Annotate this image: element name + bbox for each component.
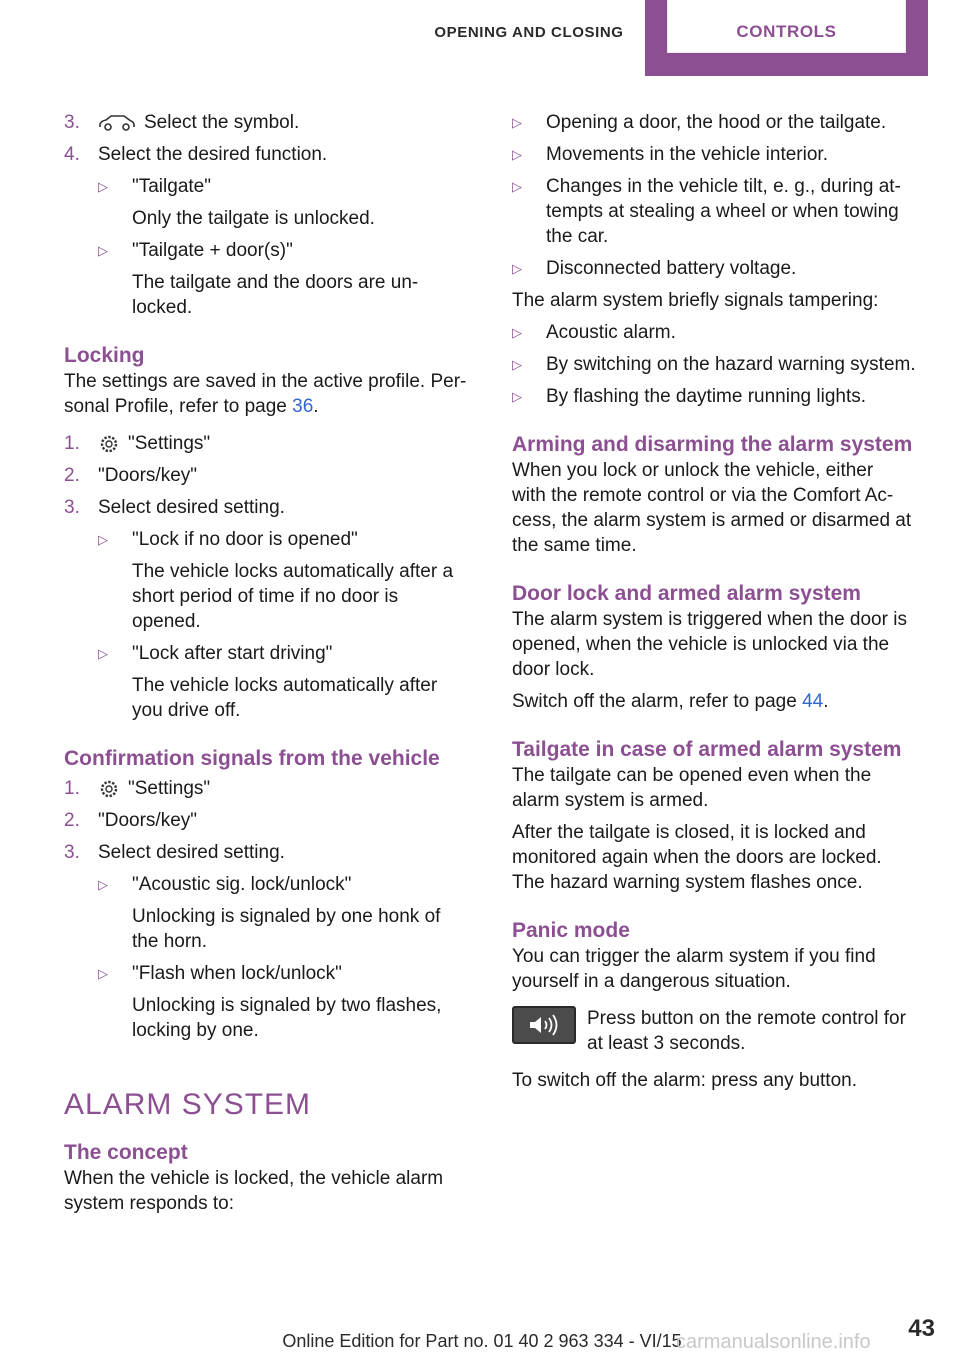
option-item: ▷ "Flash when lock/unlock" Unlocking is signaled by two flashes, locking by one. xyxy=(98,963,442,1041)
paragraph: The settings are saved in the active profile. Per- xyxy=(64,371,467,392)
panic-button-icon xyxy=(512,1006,576,1044)
car-icon xyxy=(98,114,136,132)
option-item: ▷ "Lock if no door is opened" The vehicle locks automatically after a short period of time if no door is opened. xyxy=(98,529,454,632)
confirmation-heading: Confirmation signals from the vehicle xyxy=(64,747,440,770)
list-item: ▷ Disconnected battery voltage. xyxy=(512,258,797,279)
triangle-right-icon: ▷ xyxy=(98,243,108,258)
list-item: 1. "Settings" xyxy=(64,778,211,799)
paragraph: Switch off the alarm, refer to page 44. xyxy=(512,691,829,712)
option-item: ▷ "Lock after start driving" The vehicle locks automatically after you drive off. xyxy=(98,643,438,721)
page-link[interactable]: 36 xyxy=(292,396,314,417)
paragraph: sonal Profile, refer to page 36. xyxy=(64,396,319,417)
right-column: ▷ Opening a door, the hood or the tailgate. ▷ Movements in the vehicle interior. ▷ Changes in the vehicle tilt, e. g., during at- tempts at stealing a wheel or when towing the car. ▷ Disconnected battery voltage. The alarm system briefly signals tampering: ▷ Acoustic alarm. ▷ By switching on the hazard warning system. ▷ By flashing the daytime running lights. Arming and disarming the alarm system When you lock or unlock the vehicle, either with the remote control or via the Comfort Ac- cess, the alarm system is armed or disarmed at the same time. Door lock and armed alarm system The alarm system is triggered when the door is opened, when the vehicle is unlocked via the door lock. Switch off the alarm, refer to page 44. Tailgate in case of armed alarm system The tailgate can be opened even when the alarm system is armed. After the tailgate is closed, it is locked and monitored again when the doors are locked. The hazard warning system flashes once. Panic mode You can trigger the alarm system if you find yourself in a dangerous situation. Press button on the remote control for at least 3 seconds. To switch off the alarm: press any button. xyxy=(512,110,932,1093)
triangle-right-icon: ▷ xyxy=(98,966,108,981)
option-desc: The tailgate and the doors are un- xyxy=(132,272,419,293)
list-item: ▷ Movements in the vehicle interior. xyxy=(512,144,828,165)
triangle-right-icon: ▷ xyxy=(98,179,108,194)
panic-heading: Panic mode xyxy=(512,919,630,942)
footer-edition: Online Edition for Part no. 01 40 2 963 334 - VI/15 xyxy=(282,1331,682,1351)
triangle-right-icon: ▷ xyxy=(512,115,522,130)
list-item: ▷ Changes in the vehicle tilt, e. g., during at- tempts at stealing a wheel or when towing the car. xyxy=(512,176,901,247)
list-item: ▷ By switching on the hazard warning system. xyxy=(512,354,916,375)
list-item: 3. Select desired setting. xyxy=(64,842,285,863)
triangle-right-icon: ▷ xyxy=(512,147,522,162)
list-item: 2. "Doors/key" xyxy=(64,465,198,486)
chapter-tab xyxy=(645,0,928,76)
chapter-title: CONTROLS xyxy=(736,22,837,41)
page-number: 43 xyxy=(908,1315,935,1342)
triangle-right-icon: ▷ xyxy=(512,179,522,194)
gear-icon xyxy=(98,778,120,800)
gear-icon xyxy=(98,433,120,455)
list-item: 1. "Settings" xyxy=(64,433,211,454)
option-label: "Tailgate" xyxy=(132,176,211,197)
list-item: 3. Select desired setting. xyxy=(64,497,285,518)
list-item: ▷ By flashing the daytime running lights. xyxy=(512,386,867,407)
option-item: ▷ "Acoustic sig. lock/unlock" Unlocking is signaled by one honk of the horn. xyxy=(98,874,441,952)
option-item xyxy=(64,174,478,231)
triangle-right-icon: ▷ xyxy=(98,532,108,547)
item-text: Select the desired function. xyxy=(98,144,328,165)
concept-heading: The concept xyxy=(64,1141,188,1164)
triangle-right-icon: ▷ xyxy=(512,261,522,276)
triangle-right-icon: ▷ xyxy=(98,646,108,661)
list-item xyxy=(64,142,478,167)
triangle-right-icon: ▷ xyxy=(512,357,522,372)
section-title: OPENING AND CLOSING xyxy=(434,24,624,41)
paragraph: The alarm system briefly signals tampering: xyxy=(512,290,879,311)
arming-heading: Arming and disarming the alarm system xyxy=(512,433,913,456)
option-label: "Tailgate + door(s)" xyxy=(132,240,293,261)
item-number: 3. xyxy=(64,112,80,133)
paragraph: system responds to: xyxy=(64,1193,235,1214)
list-item: ▷ Opening a door, the hood or the tailgate. xyxy=(512,112,887,133)
watermark: carmanualsonline.info xyxy=(676,1331,871,1353)
locking-heading: Locking xyxy=(64,344,145,367)
panic-button-row: Press button on the remote control for at least 3 seconds. xyxy=(512,1006,932,1056)
option-desc: locked. xyxy=(132,297,193,318)
doorlock-heading: Door lock and armed alarm system xyxy=(512,582,861,605)
item-text: Select the symbol. xyxy=(144,112,300,133)
paragraph: When the vehicle is locked, the vehicle alarm xyxy=(64,1168,444,1189)
triangle-right-icon: ▷ xyxy=(512,389,522,404)
list-item xyxy=(64,110,478,135)
list-item: 2. "Doors/key" xyxy=(64,810,198,831)
page-link[interactable]: 44 xyxy=(802,691,824,712)
tailgate-heading: Tailgate in case of armed alarm system xyxy=(512,738,902,761)
alarm-system-heading: ALARM SYSTEM xyxy=(64,1088,312,1121)
option-item xyxy=(64,238,478,320)
item-number: 4. xyxy=(64,144,80,165)
list-item: ▷ Acoustic alarm. xyxy=(512,322,676,343)
triangle-right-icon: ▷ xyxy=(98,877,108,892)
left-column xyxy=(64,110,478,1216)
triangle-right-icon: ▷ xyxy=(512,325,522,340)
option-desc: Only the tailgate is unlocked. xyxy=(132,208,375,229)
